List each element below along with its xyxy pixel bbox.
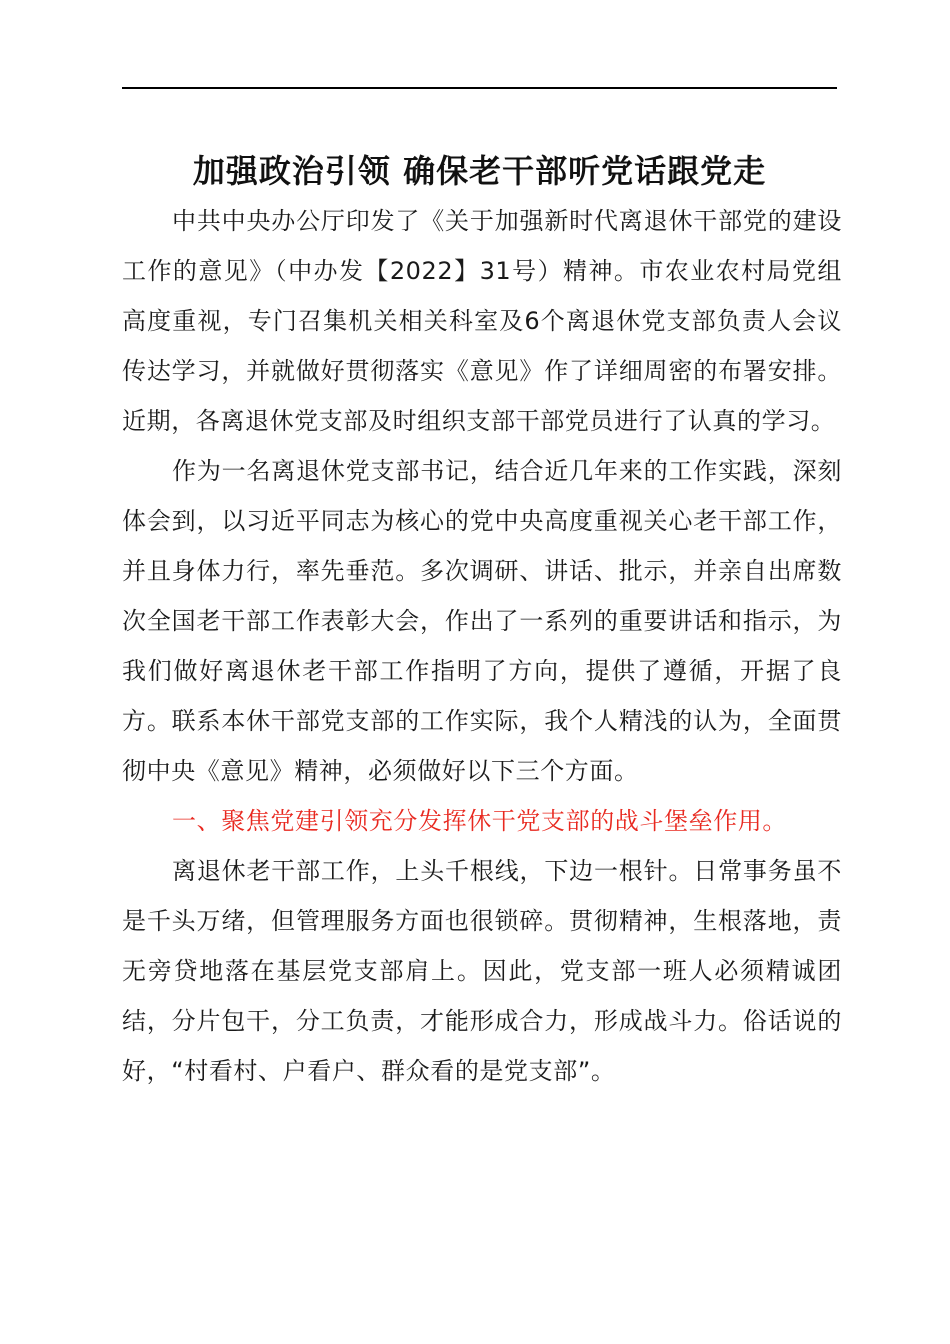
paragraph-section-one: 离退休老干部工作，上头千根线，下边一根针。日常事务虽不是千头万绪，但管理服务方面也很锁碎。贯彻精神，生根落地，责无旁贷地落在基层党支部肩上。因此，党支部一班人必须精诚团结，分片包干，分工负责，才能形成合力，形成战斗力。俗话说的好，“村看村、户看户、群众看的是党支部”。 [122,857,842,1085]
header-rule [122,87,837,89]
paragraph-intro: 中共中央办公厅印发了《关于加强新时代离退休干部党的建设工作的意见》（中办发【2022】31号）精神。市农业农村局党组高度重视，专门召集机关相关科室及6个离退休党支部负责人会议传达学习，并就做好贯彻落实《意见》作了详细周密的布署安排。近期，各离退休党支部及时组织支部干部党员进行了认真的学习。 [122,207,842,435]
section-heading-one: 一、聚焦党建引领充分发挥休干党支部的战斗堡垒作用。 [172,807,787,835]
document-title: 加强政治引领 确保老干部听党话跟党走 [192,152,767,191]
paragraph-reflection: 作为一名离退休党支部书记，结合近几年来的工作实践，深刻体会到，以习近平同志为核心的党中央高度重视关心老干部工作，并且身体力行，率先垂范。多次调研、讲话、批示，并亲自出席数次全国老干部工作表彰大会，作出了一系列的重要讲话和指示，为我们做好离退休老干部工作指明了方向，提供了遵循，开据了良方。联系本休干部党支部的工作实际，我个人精浅的认为，全面贯彻中央《意见》精神，必须做好以下三个方面。 [122,457,842,785]
document-body [122,196,842,1096]
